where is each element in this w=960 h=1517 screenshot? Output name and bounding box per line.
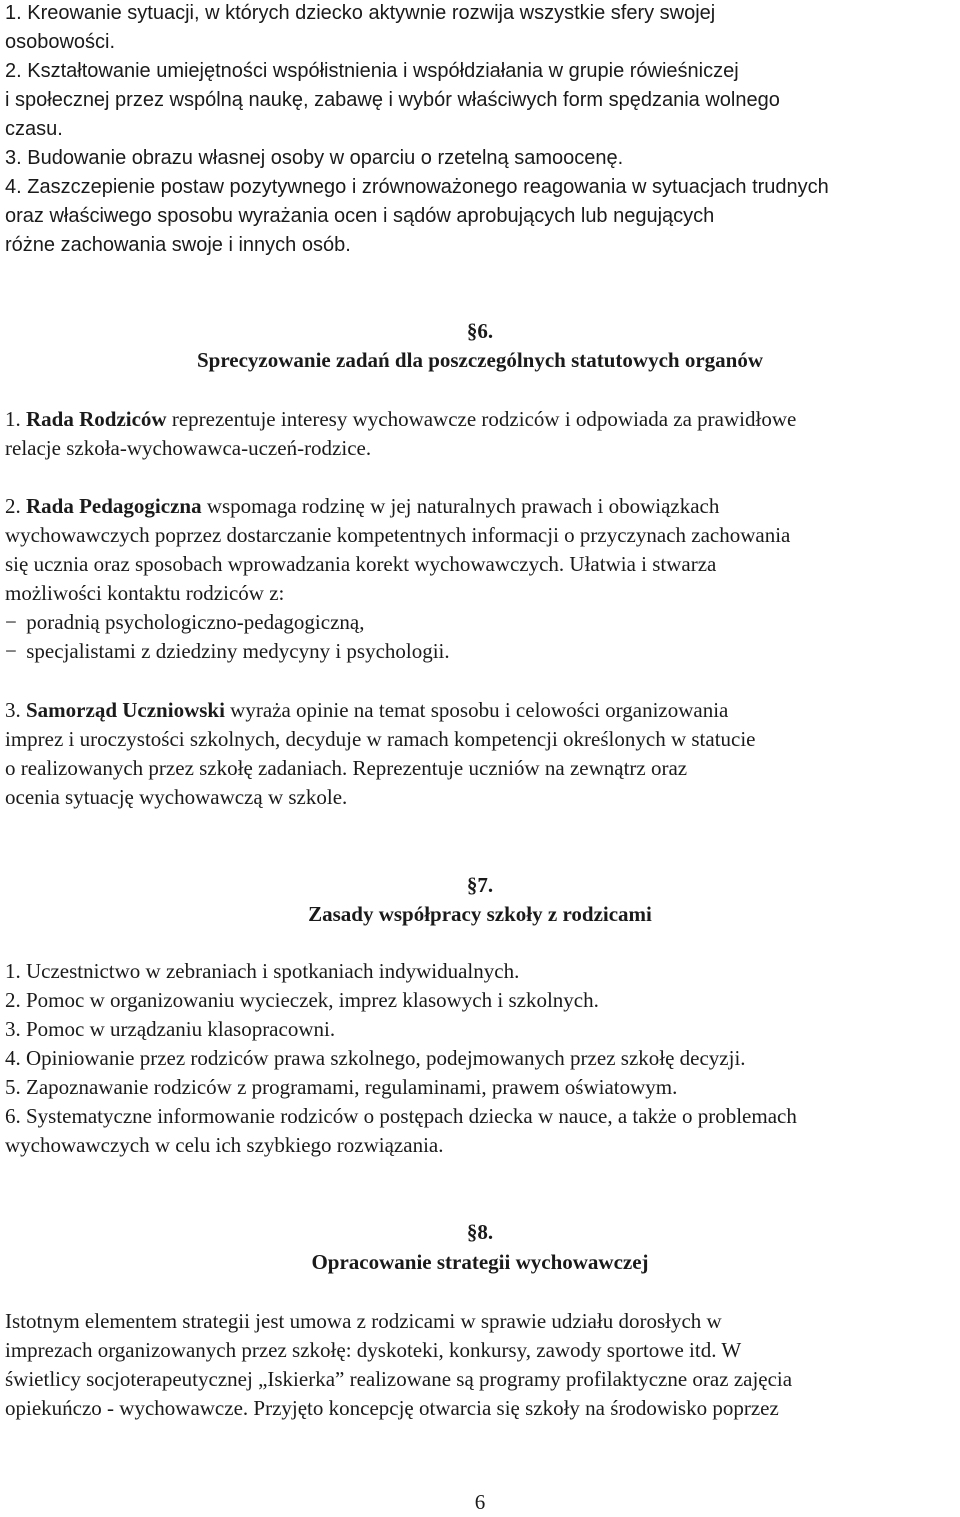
paragraph-line: się ucznia oraz sposobach wprowadzania korekt wychowawczych. Ułatwia i stwarza	[5, 552, 717, 576]
paragraph-number: 1.	[5, 407, 21, 431]
dash-bullet: −	[5, 639, 17, 663]
list-item: 2. Pomoc w organizowaniu wycieczek, imprez klasowych i szkolnych.	[5, 988, 599, 1012]
paragraph-bold-term: Samorząd Uczniowski	[26, 698, 225, 722]
paragraph-line: Istotnym elementem strategii jest umowa z rodzicami w sprawie udziału dorosłych w	[5, 1309, 722, 1333]
list-item: 5. Zapoznawanie rodziców z programami, regulaminami, prawem oświatowym.	[5, 1075, 678, 1099]
list-item-line: 4. Zaszczepienie postaw pozytywnego i zrównoważonego reagowania w sytuacjach trudnych	[5, 176, 829, 198]
paragraph-rada-pedagogiczna	[5, 492, 960, 666]
page-number: 6	[474, 1490, 486, 1514]
section-sign: §	[466, 319, 478, 343]
list-item	[5, 173, 960, 260]
section-number-text: 7.	[477, 873, 494, 897]
strategy-paragraph	[5, 1307, 960, 1423]
list-item-line: czasu.	[5, 118, 63, 140]
paragraph-line: wychowawczych poprzez dostarczanie kompetentnych informacji o przyczynach zachowania	[5, 523, 791, 547]
section-number	[0, 1218, 960, 1247]
paragraph-line: relacje szkoła-wychowawca-uczeń-rodzice.	[5, 436, 372, 460]
dash-list-text: poradnią psychologiczno-pedagogiczną,	[26, 610, 365, 634]
list-item-continuation: wychowawczych w celu ich szybkiego rozwiązania.	[5, 1133, 444, 1157]
paragraph-line: imprez i uroczystości szkolnych, decyduje w ramach kompetencji określonych w statucie	[5, 727, 756, 751]
paragraph-text: wspomaga rodzinę w jej naturalnych prawach i obowiązkach	[201, 494, 720, 518]
paragraph-line	[5, 492, 960, 521]
paragraph-line: ocenia sytuację wychowawczą w szkole.	[5, 785, 348, 809]
section-sign: §	[466, 873, 478, 897]
paragraph-bold-term: Rada Rodziców	[26, 407, 167, 431]
paragraph-rada-rodzicow	[5, 405, 960, 463]
list-item-line: i społecznej przez wspólną naukę, zabawę i wybór właściwych form spędzania wolnego	[5, 89, 780, 111]
paragraph-line: o realizowanych przez szkołę zadaniach. Reprezentuje uczniów na zewnątrz oraz	[5, 756, 688, 780]
paragraph-line: możliwości kontaktu rodziców z:	[5, 581, 285, 605]
paragraph-samorzad	[5, 696, 960, 812]
list-item	[5, 57, 960, 144]
section-title: Zasady współpracy szkoły z rodzicami	[308, 902, 652, 926]
list-item: 4. Opiniowanie przez rodziców prawa szkolnego, podejmowanych przez szkołę decyzji.	[5, 1046, 746, 1070]
paragraph-bold-term: Rada Pedagogiczna	[26, 494, 202, 518]
section-number-text: 8.	[477, 1220, 494, 1244]
paragraph-line: imprezach organizowanych przez szkołę: dyskoteki, konkursy, zawody sportowe itd. W	[5, 1338, 742, 1362]
paragraph-line	[5, 405, 960, 434]
list-item: 3. Pomoc w urządzaniu klasopracowni.	[5, 1017, 336, 1041]
paragraph-line: świetlicy socjoterapeutycznej „Iskierka” realizowane są programy profilaktyczne oraz zajęcia	[5, 1367, 793, 1391]
paragraph-text: reprezentuje interesy wychowawcze rodziców i odpowiada za prawidłowe	[166, 407, 797, 431]
section-sign: §	[466, 1220, 478, 1244]
paragraph-number: 3.	[5, 698, 21, 722]
cooperation-list	[5, 957, 960, 1160]
section-number	[0, 871, 960, 900]
section-number	[0, 317, 960, 346]
list-item	[5, 0, 960, 57]
dash-list-item	[5, 608, 960, 637]
paragraph-number: 2.	[5, 494, 21, 518]
top-list	[5, 0, 960, 260]
section-title: Opracowanie strategii wychowawczej	[311, 1250, 649, 1274]
paragraph-text: wyraża opinie na temat sposobu i celowości organizowania	[224, 698, 729, 722]
list-item-line: 1. Kreowanie sytuacji, w których dziecko aktywnie rozwija wszystkie sfery swojej	[5, 2, 716, 24]
paragraph-line: opiekuńczo - wychowawcze. Przyjęto koncepcję otwarcia się szkoły na środowisko poprzez	[5, 1396, 779, 1420]
list-item: 6. Systematyczne informowanie rodziców o postępach dziecka w nauce, a także o problemach	[5, 1104, 797, 1128]
list-item-line: oraz właściwego sposobu wyrażania ocen i sądów aprobujących lub negujących	[5, 205, 715, 227]
list-item-line: różne zachowania swoje i innych osób.	[5, 234, 351, 256]
dash-list-text: specjalistami z dziedziny medycyny i psychologii.	[26, 639, 450, 663]
section-number-text: 6.	[477, 319, 494, 343]
list-item-line: 2. Kształtowanie umiejętności współistnienia i współdziałania w grupie rówieśniczej	[5, 60, 739, 82]
list-item-line: osobowości.	[5, 31, 116, 53]
section-title: Sprecyzowanie zadań dla poszczególnych statutowych organów	[196, 348, 763, 372]
list-item-line: 3. Budowanie obrazu własnej osoby w oparciu o rzetelną samoocenę.	[5, 147, 624, 169]
list-item	[5, 144, 960, 173]
dash-bullet: −	[5, 610, 17, 634]
dash-list-item	[5, 637, 960, 666]
paragraph-line	[5, 696, 960, 725]
list-item: 1. Uczestnictwo w zebraniach i spotkaniach indywidualnych.	[5, 959, 520, 983]
